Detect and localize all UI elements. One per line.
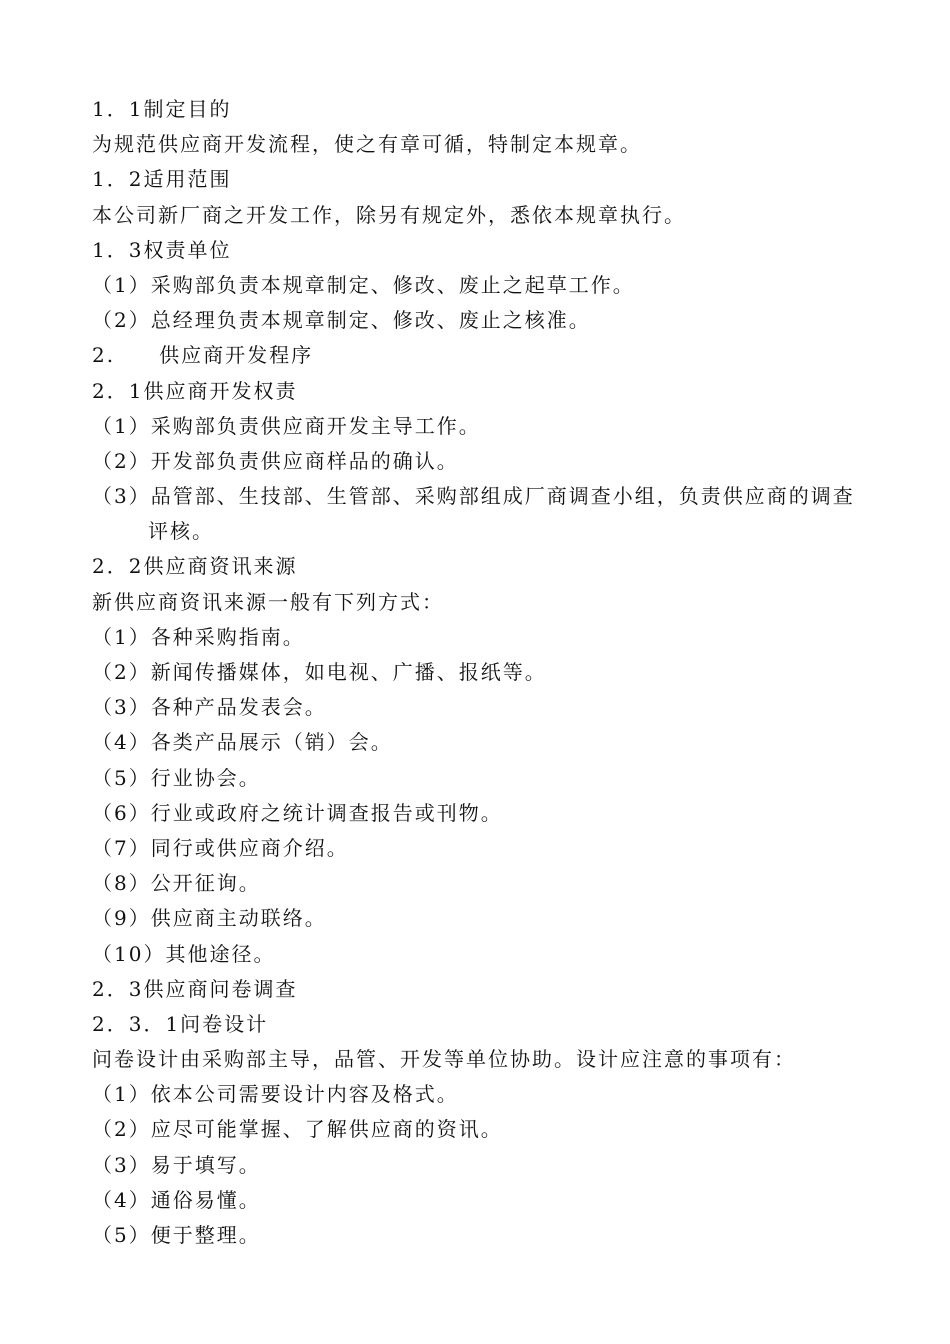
list-item: （2）总经理负责本规章制定、修改、废止之核准。: [92, 308, 591, 333]
heading-2-title: 供应商开发程序: [159, 343, 314, 368]
paragraph: 问卷设计由采购部主导，品管、开发等单位协助。设计应注意的事项有：: [92, 1047, 796, 1072]
heading-2-1: 2．1供应商开发权责: [92, 378, 298, 403]
list-item: （1）采购部负责本规章制定、修改、废止之起草工作。: [92, 272, 635, 297]
heading-1-3: 1．3权责单位: [92, 237, 232, 262]
list-item: （5）便于整理。: [92, 1223, 261, 1248]
heading-2: [92, 338, 872, 373]
list-item: （9）供应商主动联络。: [92, 906, 327, 931]
heading-2-3-1: 2．3．1问卷设计: [92, 1011, 269, 1036]
heading-1-1: 1．1制定目的: [92, 97, 232, 121]
heading-2-3: 2．3供应商问卷调查: [92, 976, 298, 1001]
list-item: （3）品管部、生技部、生管部、采购部组成厂商调查小组，负责供应商的调查评核。: [92, 484, 855, 544]
list-item: （5）行业协会。: [92, 765, 261, 790]
list-item: （1）依本公司需要设计内容及格式。: [92, 1082, 459, 1107]
list-item: （1）采购部负责供应商开发主导工作。: [92, 413, 481, 438]
list-item: （4）通俗易懂。: [92, 1187, 261, 1212]
list-item: （2）开发部负责供应商样品的确认。: [92, 448, 459, 473]
list-item: （3）各种产品发表会。: [92, 695, 327, 720]
paragraph: 新供应商资讯来源一般有下列方式：: [92, 589, 444, 614]
list-item: （8）公开征询。: [92, 871, 261, 896]
heading-2-number: 2.: [92, 343, 116, 368]
list-item: （10）其他途径。: [92, 941, 276, 966]
list-item: （2）应尽可能掌握、了解供应商的资讯。: [92, 1117, 503, 1142]
list-item: （7）同行或供应商介绍。: [92, 835, 349, 860]
paragraph: 为规范供应商开发流程，使之有章可循，特制定本规章。: [92, 132, 642, 157]
paragraph: 本公司新厂商之开发工作，除另有规定外，悉依本规章执行。: [92, 202, 686, 227]
document-body: [92, 92, 872, 1253]
list-item: （6）行业或政府之统计调查报告或刊物。: [92, 800, 503, 825]
list-item: （4）各类产品展示（销）会。: [92, 730, 393, 755]
heading-2-2: 2．2供应商资讯来源: [92, 554, 298, 579]
list-item: （2）新闻传播媒体，如电视、广播、报纸等。: [92, 660, 547, 685]
list-item: （3）易于填写。: [92, 1152, 261, 1177]
list-item: （1）各种采购指南。: [92, 624, 305, 649]
heading-1-2: 1．2适用范围: [92, 167, 232, 192]
